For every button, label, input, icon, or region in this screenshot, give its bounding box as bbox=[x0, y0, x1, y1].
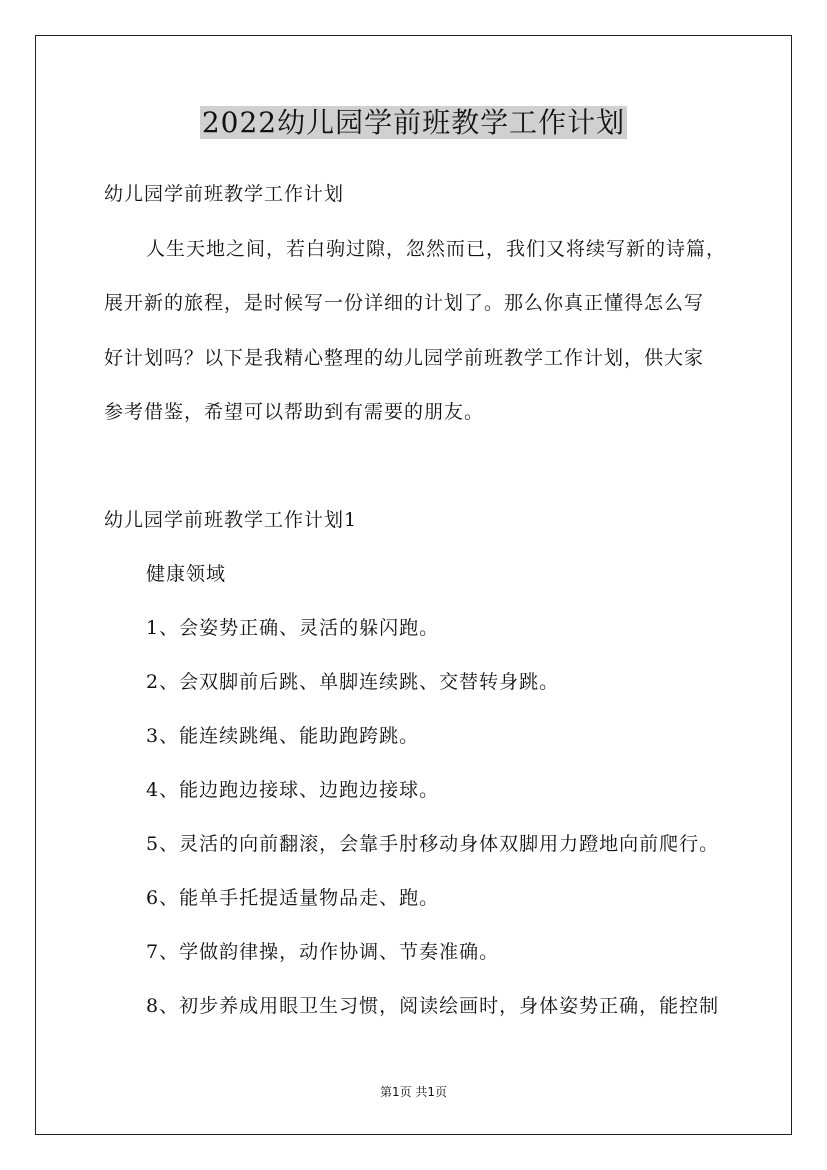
list-item: 6、能单手托提适量物品走、跑。 bbox=[146, 887, 440, 909]
section-title: 幼儿园学前班教学工作计划1 bbox=[104, 509, 358, 531]
intro-line-2: 展开新的旅程，是时候写一份详细的计划了。那么你真正懂得怎么写 bbox=[104, 292, 705, 314]
document-subtitle: 幼儿园学前班教学工作计划 bbox=[104, 183, 345, 205]
intro-line-4: 参考借鉴，希望可以帮助到有需要的朋友。 bbox=[104, 401, 485, 423]
list-item: 8、初步养成用眼卫生习惯，阅读绘画时，身体姿势正确，能控制 bbox=[146, 995, 720, 1017]
page-footer: 第1页 共1页 bbox=[379, 1085, 448, 1099]
list-item: 5、灵活的向前翻滚，会靠手肘移动身体双脚用力蹬地向前爬行。 bbox=[146, 833, 720, 855]
list-item: 1、会姿势正确、灵活的躲闪跑。 bbox=[146, 617, 440, 639]
list-item: 7、学做韵律操，动作协调、节奏准确。 bbox=[146, 941, 500, 963]
intro-line-1: 人生天地之间，若白驹过隙，忽然而已，我们又将续写新的诗篇， bbox=[146, 238, 727, 260]
section-heading: 健康领域 bbox=[146, 563, 227, 585]
list-item: 3、能连续跳绳、能助跑跨跳。 bbox=[146, 725, 420, 747]
document-title-text: 2022幼儿园学前班教学工作计划 bbox=[201, 106, 626, 139]
document-title bbox=[0, 103, 827, 143]
list-item: 4、能边跑边接球、边跑边接球。 bbox=[146, 779, 440, 801]
intro-line-3: 好计划吗？以下是我精心整理的幼儿园学前班教学工作计划，供大家 bbox=[104, 347, 705, 369]
list-item: 2、会双脚前后跳、单脚连续跳、交替转身跳。 bbox=[146, 671, 560, 693]
